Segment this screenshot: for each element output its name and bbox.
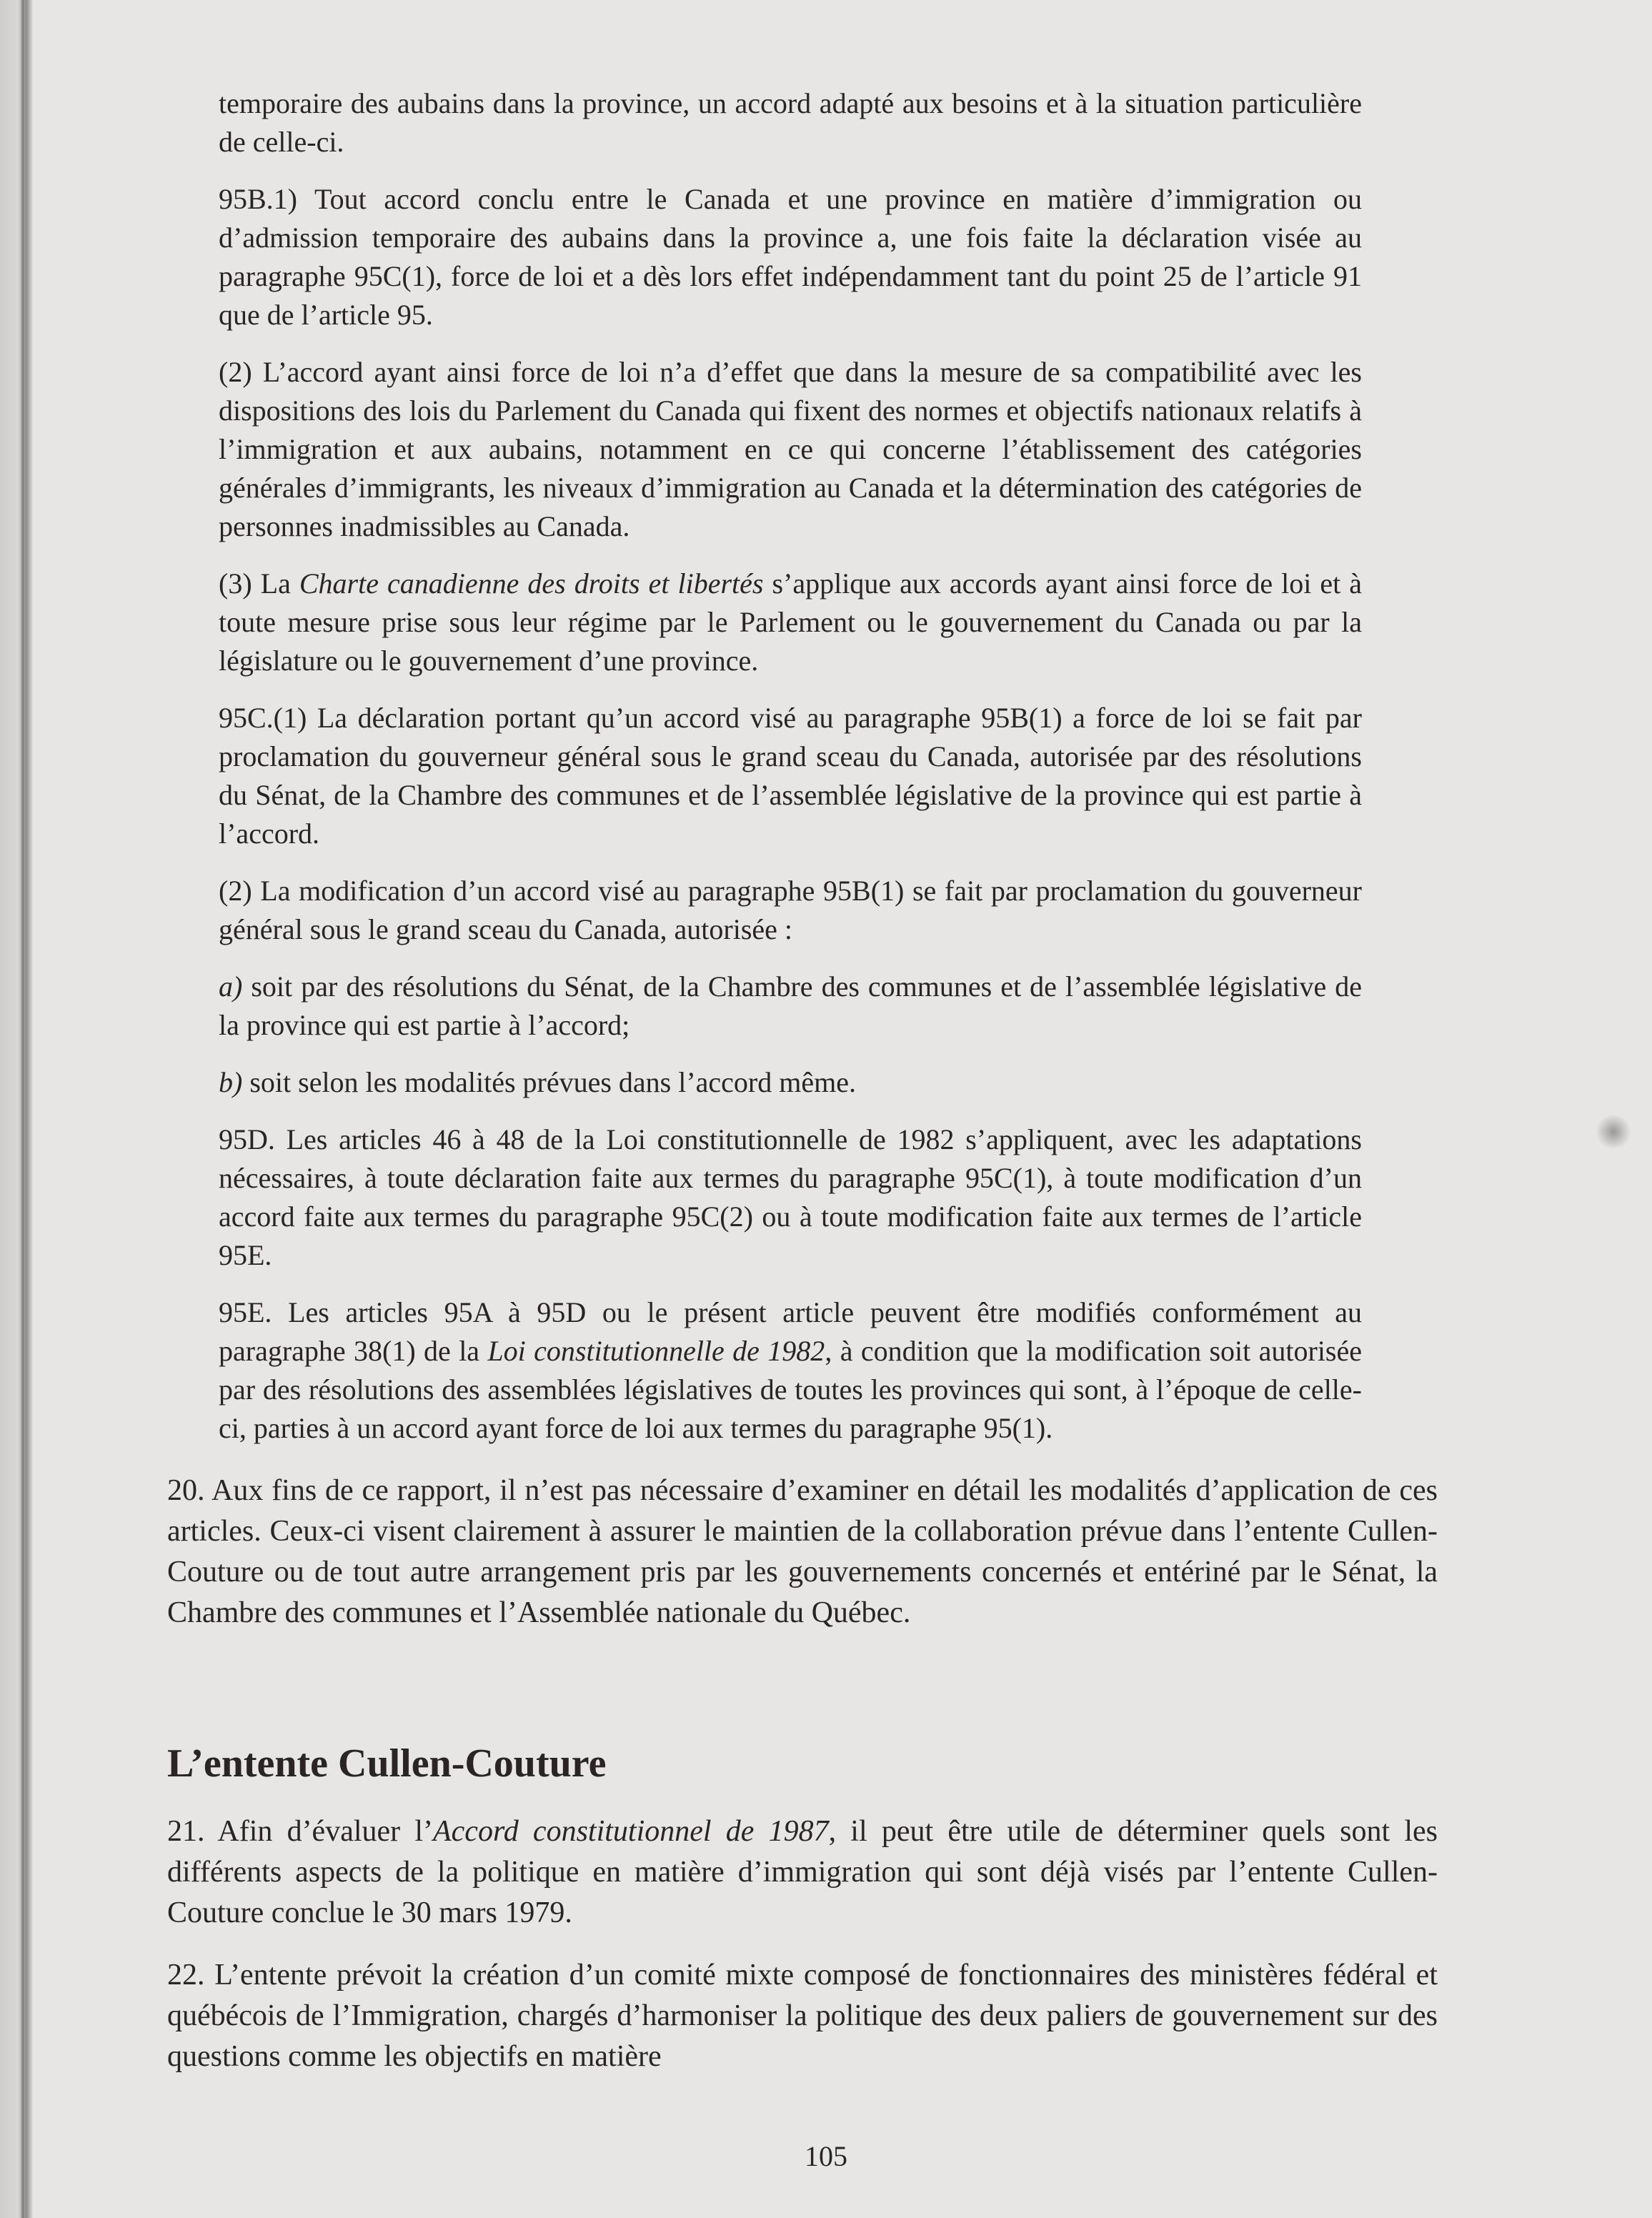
- page-smudge: [1596, 1115, 1631, 1149]
- constitution-act-title: Loi constitutionnelle de 1982: [487, 1335, 825, 1367]
- quote-paragraph-95d: 95D. Les articles 46 à 48 de la Loi constitutionnelle de 1982 s’appliquent, avec les adaptations nécessaires, à toute déclaration faite aux termes du paragraphe 95C(1), à toute modification d’un accord faite aux termes du paragraphe 95C(2) ou à toute modification faite aux termes de l’article 95E.: [219, 1123, 1362, 1271]
- quote-paragraph-95e: [219, 1293, 1362, 1448]
- item-a-text: soit par des résolutions du Sénat, de la Chambre des communes et de l’assemblée législative de la province qui est partie à l’accord;: [219, 970, 1362, 1041]
- main-text-block: [167, 1471, 1438, 1655]
- quote-item-b: [219, 1063, 1362, 1102]
- quoted-legal-text: [219, 84, 1362, 1466]
- item-b-text: soit selon les modalités prévues dans l’accord même.: [242, 1066, 856, 1098]
- section-body: [167, 1811, 1438, 2099]
- quote-paragraph-95b3: [219, 565, 1362, 680]
- paragraph-21-end: , il peut être utile de déterminer quels sont les différents aspects de la politique en matière d’immigration qui sont déjà visés par l’entente Cullen-Couture conclue le 30 mars 1979.: [167, 1815, 1438, 1929]
- accord-title: Accord constitutionnel de 1987: [433, 1815, 829, 1848]
- quote-paragraph-95b1: 95B.1) Tout accord conclu entre le Canada et une province en matière d’immigration ou d’admission temporaire des aubains dans la province a, une fois faite la déclaration visée au paragraphe 95C(1), force de loi et a dès lors effet indépendamment tant du point 25 de l’article 91 que de l’article 95.: [219, 183, 1362, 331]
- paragraph-20: 20. Aux fins de ce rapport, il n’est pas nécessaire d’examiner en détail les modalités d’application de ces articles. Ceux-ci visent clairement à assurer le maintien de la collaboration prévue dans l’entente Cullen-Couture ou de tout autre arrangement pris par les gouvernements concernés et entériné par le Sénat, la Chambre des communes et l’Assemblée nationale du Québec.: [167, 1474, 1438, 1629]
- page-binding-edge: [0, 0, 33, 2218]
- quote-paragraph-95e-start: 95E. Les articles 95A à 95D ou le présent article peuvent être modifiés conformément au paragraphe 38(1) de la: [219, 1296, 1362, 1367]
- page-binding-line: [21, 0, 24, 2218]
- page-number: 105: [805, 2140, 847, 2172]
- quote-paragraph-95e-end: , à condition que la modification soit autorisée par des résolutions des assemblées législatives de toutes les provinces qui sont, à l’époque de celle-ci, parties à un accord ayant force de loi aux termes du paragraphe 95(1).: [219, 1335, 1363, 1444]
- paragraph-21-start: 21. Afin d’évaluer l’: [167, 1815, 433, 1848]
- quote-paragraph-95c2: (2) La modification d’un accord visé au paragraphe 95B(1) se fait par proclamation du gouverneur général sous le grand sceau du Canada, autorisée :: [219, 875, 1362, 945]
- quote-paragraph-95c1: 95C.(1) La déclaration portant qu’un accord visé au paragraphe 95B(1) a force de loi se fait par proclamation du gouverneur général sous le grand sceau du Canada, autorisée par des résolutions du Sénat, de la Chambre des communes et de l’assemblée législative de la province qui est partie à l’accord.: [219, 702, 1362, 850]
- paragraph-22: 22. L’entente prévoit la création d’un comité mixte composé de fonctionnaires des ministères fédéral et québécois de l’Immigration, chargés d’harmoniser la politique des deux paliers de gouvernement sur des questions comme les objectifs en matière: [167, 1959, 1438, 2073]
- quote-paragraph-1: temporaire des aubains dans la province, un accord adapté aux besoins et à la situation particulière de celle-ci.: [219, 87, 1362, 158]
- item-b-marker: b): [219, 1066, 243, 1098]
- paragraph-21: [167, 1811, 1438, 1934]
- quote-paragraph-95b3-end: s’applique aux accords ayant ainsi force de loi et à toute mesure prise sous leur régime par le Parlement ou le gouvernement du Canada ou par la législature ou le gouvernement d’une province.: [219, 567, 1363, 677]
- quote-paragraph-95b3-start: (3) La: [219, 567, 299, 600]
- quote-item-a: [219, 968, 1362, 1045]
- charter-title: Charte canadienne des droits et libertés: [299, 567, 764, 600]
- section-title: L’entente Cullen-Couture: [167, 1741, 607, 1786]
- item-a-marker: a): [219, 970, 243, 1003]
- quote-paragraph-95b2: (2) L’accord ayant ainsi force de loi n’a d’effet que dans la mesure de sa compatibilité avec les dispositions des lois du Parlement du Canada qui fixent des normes et objectifs nationaux relatifs à l’immigration et aux aubains, notamment en ce qui concerne l’établissement des catégories générales d’immigrants, les niveaux d’immigration au Canada et la détermination des catégories de personnes inadmissibles au Canada.: [219, 356, 1362, 542]
